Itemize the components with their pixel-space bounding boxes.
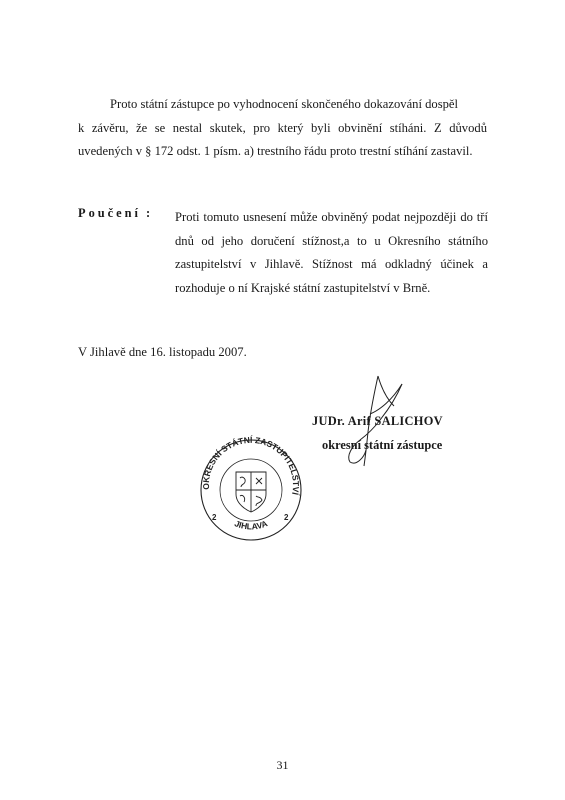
stamp-number-right: 2 (284, 513, 289, 522)
signatory-name: JUDr. Arif SALICHOV (312, 414, 443, 428)
notice-colon: : (146, 206, 151, 220)
handwritten-signature (330, 370, 420, 470)
place-date: V Jihlavě dne 16. listopadu 2007. (78, 345, 247, 359)
paragraph-rest: k závěru, že se nestal skutek, pro který byli obvinění stíháni. Z důvodů uvedených v § 172 odst. 1 písm. a) trestního řádu proto trestní stíhání zastavil. (78, 120, 487, 158)
coat-of-arms-icon (236, 472, 266, 512)
notice-text: Proti tomuto usnesení může obviněný podat nejpozději do tří dnů od jeho doručení stížnost,a to u Okresního státního zastupitelství v Jihlavě. Stížnost má odkladný účinek a rozhoduje o ní Krajské státní zastupitelství v Brně. (175, 210, 488, 295)
stamp-text: OKRESNÍ STÁTNÍ ZASTUPITELSTVÍ (200, 434, 302, 496)
decision-paragraph (78, 93, 487, 164)
paragraph-first-line: Proto státní zástupce po vyhodnocení skončeného dokazování dospěl (110, 97, 458, 111)
stamp-city: JIHLAVA (233, 518, 269, 532)
svg-text:JIHLAVA (233, 518, 269, 531)
signatory-title: okresní státní zástupce (322, 438, 443, 452)
official-stamp (196, 432, 306, 544)
notice-label: Poučení (78, 206, 141, 220)
page-number: 31 (276, 758, 289, 772)
stamp-number-left: 2 (212, 513, 217, 522)
